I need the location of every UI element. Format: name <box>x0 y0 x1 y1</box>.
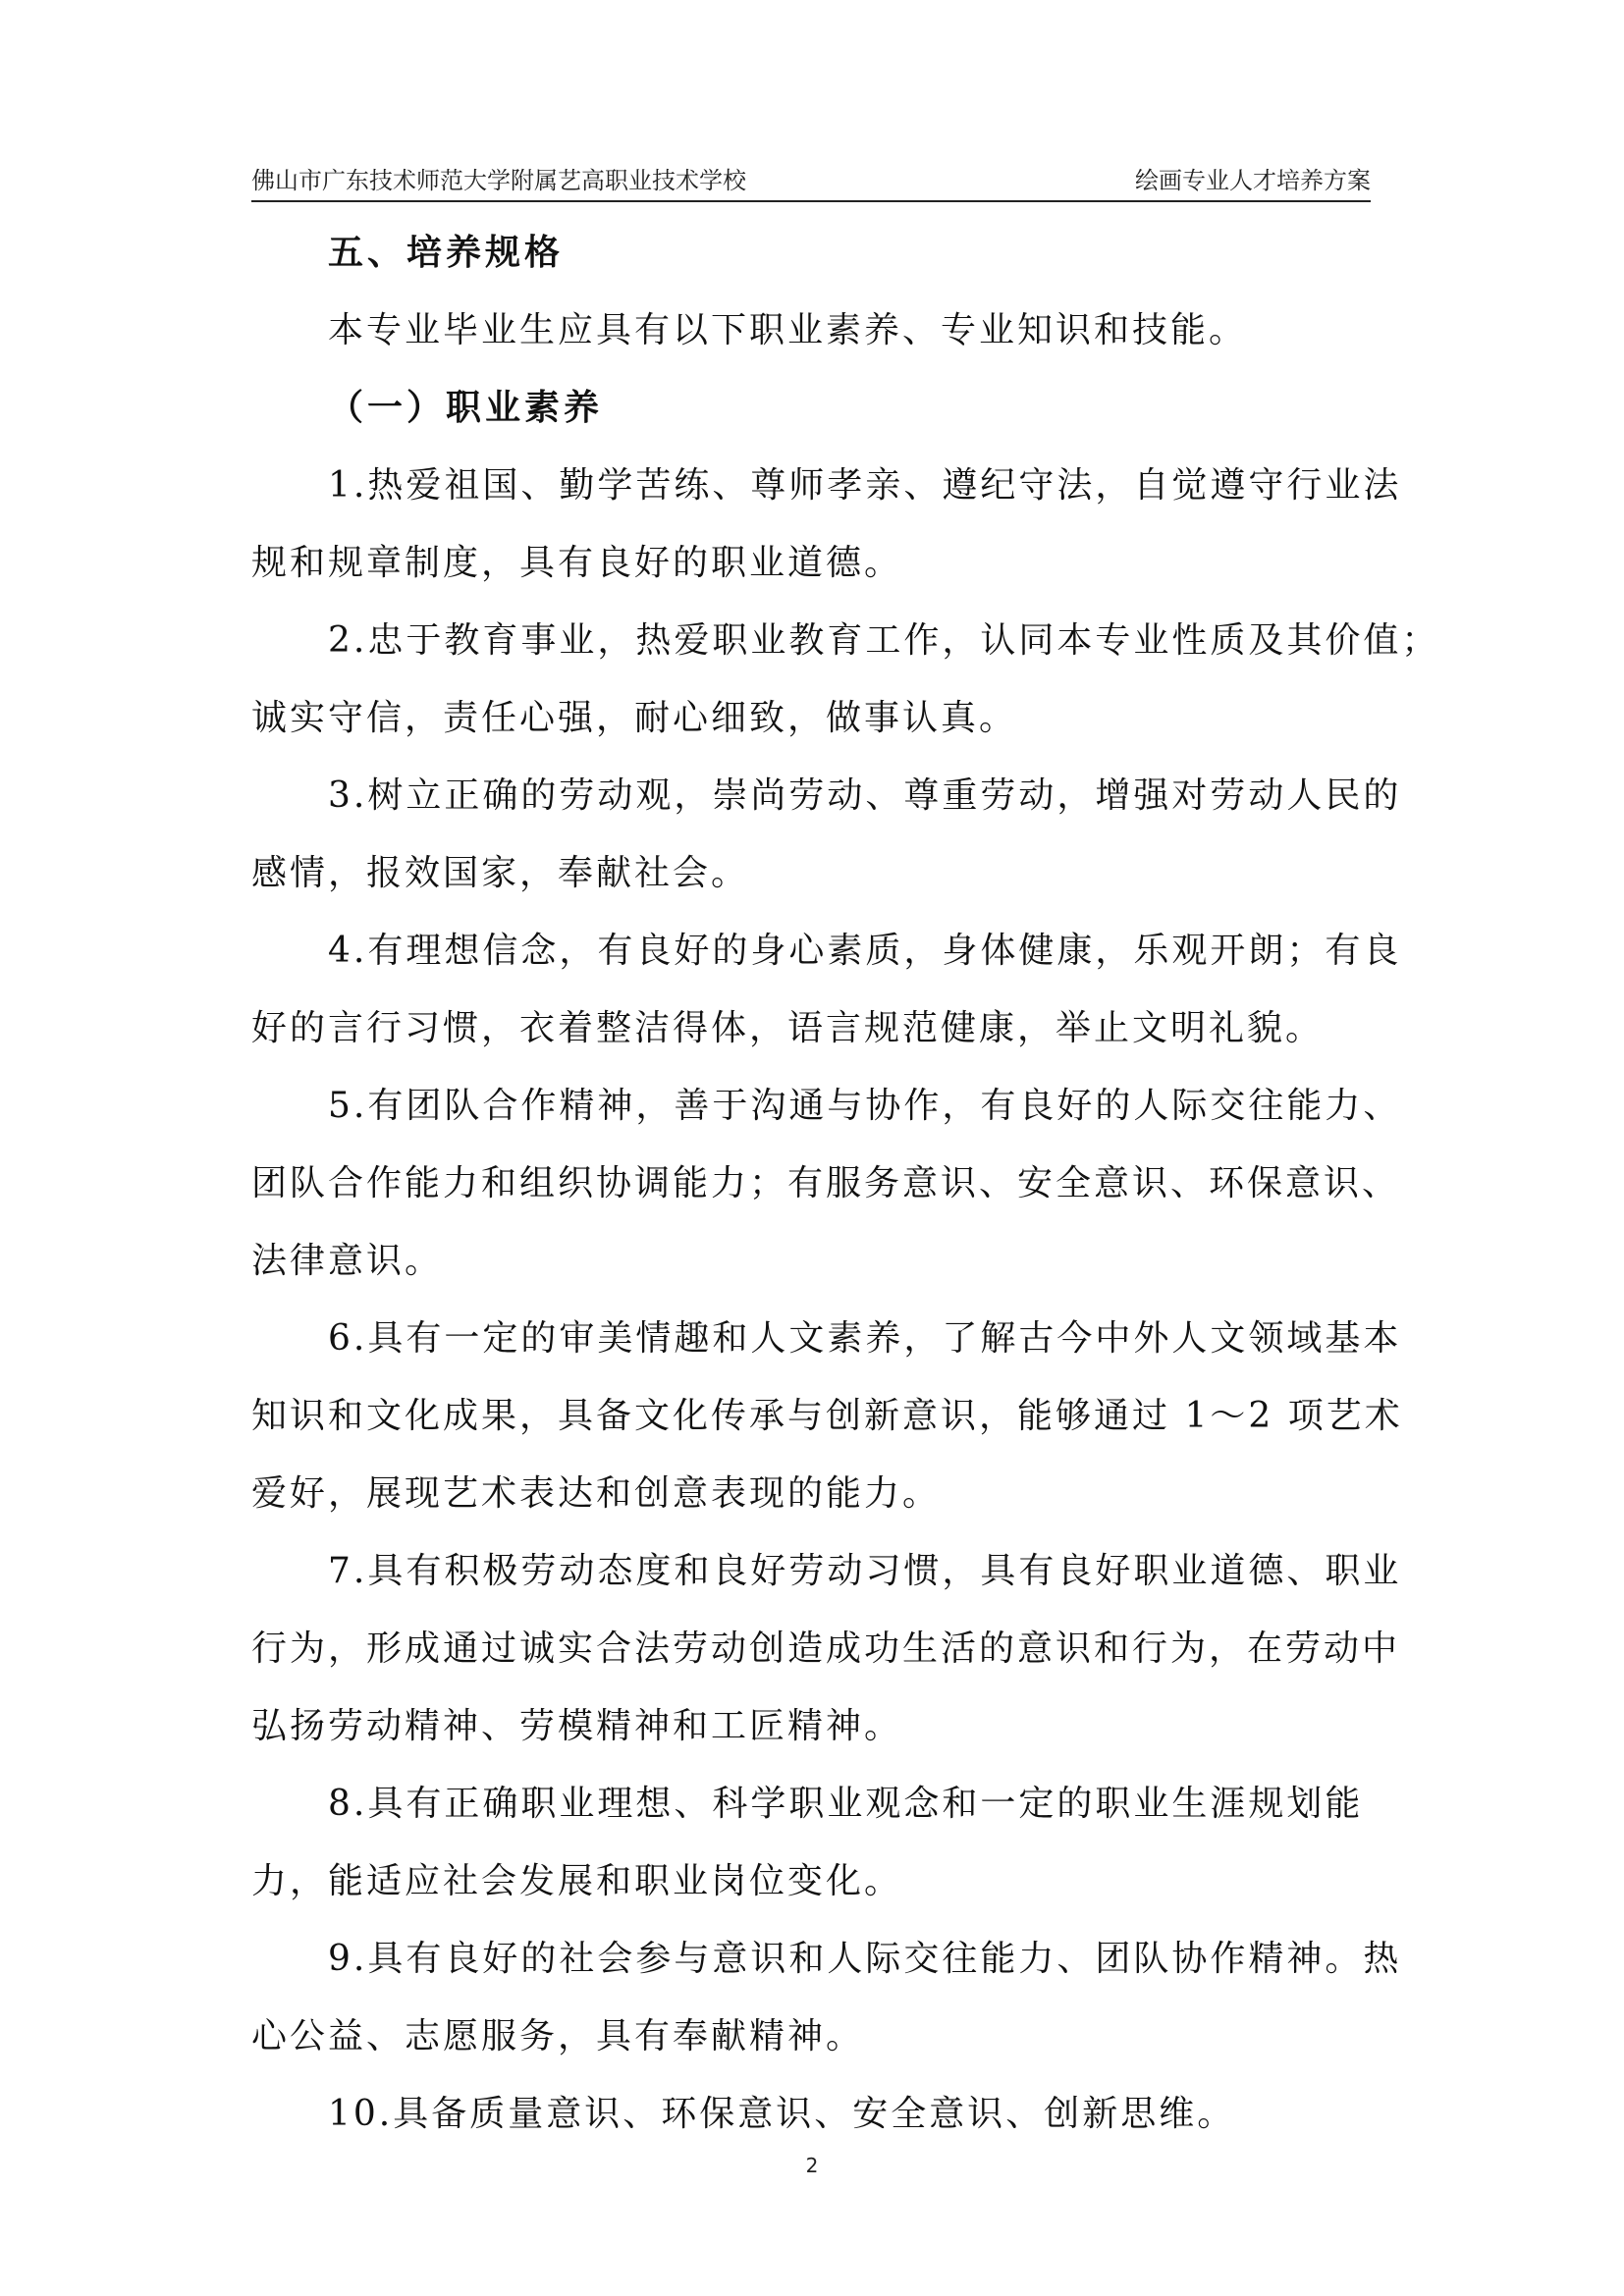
list-item-7-line-2: 行为，形成通过诚实合法劳动创造成功生活的意识和行为，在劳动中 <box>251 1629 1401 1669</box>
section-heading: 五、培养规格 <box>328 232 565 273</box>
header-document-title: 绘画专业人才培养方案 <box>1135 167 1371 194</box>
list-item-5-line-1: 5.有团队合作精神，善于沟通与协作，有良好的人际交往能力、 <box>328 1086 1402 1126</box>
list-item-6-line-1: 6.具有一定的审美情趣和人文素养，了解古今中外人文领域基本 <box>328 1318 1402 1359</box>
list-item-1-line-1: 1.热爱祖国、勤学苦练、尊师孝亲、遵纪守法，自觉遵守行业法 <box>328 465 1402 506</box>
list-item-6-line-2: 知识和文化成果，具备文化传承与创新意识，能够通过 1～2 项艺术 <box>251 1396 1403 1436</box>
list-item-2-line-2: 诚实守信，责任心强，耐心细致，做事认真。 <box>251 698 1018 738</box>
list-item-4-line-1: 4.有理想信念，有良好的身心素质，身体健康，乐观开朗；有良 <box>328 931 1402 971</box>
list-item-5-line-2: 团队合作能力和组织协调能力；有服务意识、安全意识、环保意识、 <box>251 1163 1401 1203</box>
list-item-9-line-1: 9.具有良好的社会参与意识和人际交往能力、团队协作精神。热 <box>328 1939 1402 1979</box>
list-item-1-line-2: 规和规章制度，具有良好的职业道德。 <box>251 543 903 583</box>
list-item-9-line-2: 心公益、志愿服务，具有奉献精神。 <box>251 2016 865 2056</box>
list-item-4-line-2: 好的言行习惯，衣着整洁得体，语言规范健康，举止文明礼貌。 <box>251 1008 1325 1048</box>
list-item-2-line-1: 2.忠于教育事业，热爱职业教育工作，认同本专业性质及其价值； <box>328 620 1440 661</box>
header-divider <box>251 200 1371 202</box>
list-item-6-line-3: 爱好，展现艺术表达和创意表现的能力。 <box>251 1473 942 1514</box>
list-item-3-line-1: 3.树立正确的劳动观，崇尚劳动、尊重劳动，增强对劳动人民的 <box>328 775 1402 816</box>
document-body <box>251 214 1440 2153</box>
header-school-name: 佛山市广东技术师范大学附属艺高职业技术学校 <box>251 167 746 194</box>
list-item-3-line-2: 感情，报效国家，奉献社会。 <box>251 853 750 893</box>
list-item-8-line-1: 8.具有正确职业理想、科学职业观念和一定的职业生涯规划能 <box>328 1784 1364 1824</box>
subsection-heading: （一）职业素养 <box>328 387 604 428</box>
page-number: 2 <box>805 2154 819 2177</box>
list-item-7-line-1: 7.具有积极劳动态度和良好劳动习惯，具有良好职业道德、职业 <box>328 1551 1402 1591</box>
list-item-10-line-1: 10.具备质量意识、环保意识、安全意识、创新思维。 <box>328 2094 1236 2134</box>
list-item-8-line-2: 力，能适应社会发展和职业岗位变化。 <box>251 1861 903 1901</box>
list-item-7-line-3: 弘扬劳动精神、劳模精神和工匠精神。 <box>251 1706 903 1746</box>
page-header <box>251 159 1371 202</box>
list-item-5-line-3: 法律意识。 <box>251 1241 444 1281</box>
section-intro: 本专业毕业生应具有以下职业素养、专业知识和技能。 <box>328 310 1248 350</box>
